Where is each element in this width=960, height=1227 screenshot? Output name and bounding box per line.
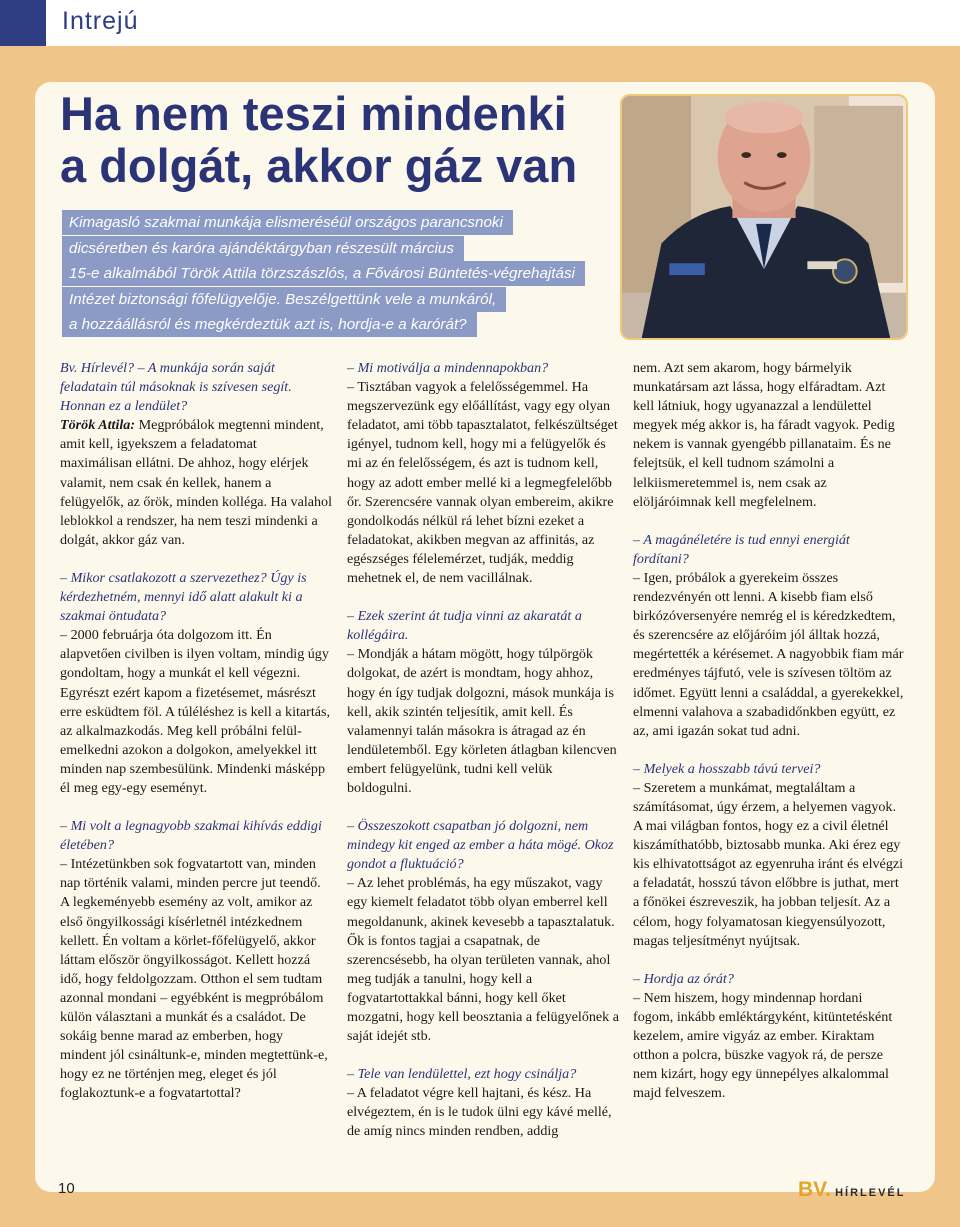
article-headline <box>60 88 620 192</box>
answer: – Igen, próbálok a gyerekeim összes rendezvényén ott lenni. A kisebb fiam első birkózóversenyére nemrég el is kéredzkedtem, és szerencsére az előjáróim jól álltak hozzá, megértették a kérésemet. A nagyobbik fiam már eredményes tájfutó, vele is szívesen töltöm az időmet. Együtt lenni a családdal, a gyerekekkel, elmenni valahova a szabadidőnkben együtt, ez az, ami igazán sokat tud adni. <box>633 569 904 739</box>
question: – Mikor csatlakozott a szervezethez? Úgy is kérdezhetném, mennyi idő alatt alakult ki a szakmai öntudata? <box>60 569 307 625</box>
brand-bv: BV. <box>798 1178 832 1201</box>
lead-line: Intézet biztonsági főfelügyelője. Beszélgettünk vele a munkáról, <box>62 287 506 312</box>
lead-line: dicséretben és karóra ajándéktárgyban részesült március <box>62 236 464 261</box>
article-column-2 <box>347 359 619 1142</box>
lead-line: a hozzáállásról és megkérdeztük azt is, hordja-e a karórát? <box>62 312 477 337</box>
question: – A magánéletére is tud ennyi energiát fordítani? <box>633 531 850 567</box>
article-column-1 <box>60 359 332 1103</box>
portrait-illustration <box>622 96 906 338</box>
question: – Ezek szerint át tudja vinni az akaratát a kollégáira. <box>347 608 582 644</box>
answer: – Intézetünkben sok fogvatartott van, minden nap történik valami, minden percre jut teendő. A legkeményebb esemény az volt, amikor az első öngyilkossági kísérletnél intézkednem kellett. Én voltam a körlet-főfelügyelő, akkor láttam először öngyilkosságot. Kellett hozzá idő, hogy feldolgozzam. Otthon el sem tudtam azonnal mondani – egyébként is megpróbálom külön választani a munkát és a családot. De sokáig benne marad az emberben, hogy mindent jól csináltunk-e, minden megtettünk-e, hogy ez ne történjen meg, eleget és jól foglakoztunk-e a fogvatartottal? <box>60 856 328 1102</box>
section-header <box>0 0 960 46</box>
question: – Mi motiválja a mindennapokban? <box>347 360 549 376</box>
brand-logo <box>798 1178 908 1208</box>
question: – Mi volt a legnagyobb szakmai kihívás eddigi életében? <box>60 818 322 854</box>
question: Bv. Hírlevél? – A munkája során saját feladatain túl másoknak is szívesen segít. Honnan ez a lendület? <box>60 360 292 415</box>
headline-line-1: Ha nem teszi mindenki <box>60 87 567 140</box>
article-column-3 <box>633 359 905 1103</box>
speaker-name: Török Attila: <box>60 417 136 434</box>
lead-line: Kimagasló szakmai munkája elismeréséül országos parancsnoki <box>62 210 513 235</box>
section-color-block <box>0 0 46 46</box>
lead-line: 15-e alkalmából Török Attila törzszászlós, a Fővárosi Büntetés-végrehajtási <box>62 261 585 286</box>
answer: – 2000 februárja óta dolgozom itt. Én alapvetően civilben is ilyen voltam, mindig úgy gondoltam, hogy a munkát el kell végezni. Egyrészt ezért kapom a fizetésemet, másrészt erre esküdtem föl. A túléléshez is kell a kitartás, az alkalmazkodás. Meg kell próbálni felül-emelkedni azokon a dolgokon, amelyekkel itt minden nap szembesülünk. Mindenki másképp él meg egy-egy eseményt. <box>60 627 331 796</box>
answer: – Az lehet problémás, ha egy műszakot, vagy egy kiemelt feladatot több olyan emberrel kell megoldanunk, akinek kevesebb a tapasztalatuk. Ők is fontos tagjai a csapatnak, de szerencsésebb, ha olyan területen vannak, ahol meg tudják a tanulni, hogy kell a fogvatartottakkal bánni, hogy kell őket mozgatni, hogy kell beosztania a felügyelőnek a saját idejét stb. <box>347 875 619 1045</box>
question: – Hordja az órát? <box>633 970 734 987</box>
article-lead <box>62 210 607 338</box>
question: – Tele van lendülettel, ezt hogy csinálja? <box>347 1066 577 1083</box>
answer: – Mondják a hátam mögött, hogy túlpörgök dolgokat, de azért is mondtam, hogy ahhoz, hogy én így tudjak dolgozni, mások munkája is kell, akik szintén teljesítik, amit kell. És valamennyi talán másokra is átragad az én lendületemből. Egy körleten átlagban kilencven embert felügyelünk, tudni kell velük boldogulni. <box>347 646 617 796</box>
section-label: Intrejú <box>62 7 139 35</box>
answer: – A feladatot végre kell hajtani, és kész. Ha elvégeztem, én is le tudok ülni egy kávé mellé, de amíg nincs minden rendben, addig <box>347 1085 612 1140</box>
answer: – Szeretem a munkámat, megtaláltam a számításomat, úgy érzem, a helyemen vagyok. A mai világban fontos, hogy ez a civil életnél kiszámíthatóbb, biztosabb munka. Aki érez egy kis elhivatottságot az egyenruha iránt és elvégzi a feladatát, hosszú távon előbbre is juthat, mert a főnökei észreveszik, ha jobban teljesít. Az a célom, hogy folyamatosan kiegyensúlyozott, magas teljesítményt nyújtsak. <box>633 779 904 949</box>
portrait-photo <box>620 94 908 340</box>
answer: – Nem hiszem, hogy mindennap hordani fogom, inkább emléktárgyként, kitüntetésként kezelem, amire vigyáz az ember. Kiraktam otthon a polcra, büszke vagyok rá, de persze nem kizárt, hogy egy ünnepélyes alkalommal majd felveszem. <box>633 989 893 1102</box>
answer-text: Megpróbálok megtenni mindent, amit kell, igyekszem a feladatomat maximálisan ellátni. De ahhoz, hogy elérjek valamit, nem csak én kellek, hanem a felügyelők, az őrök, minden kolléga. Ha valahol leblokkol a rendszer, ha nem teszi mindenki a dolgát, akkor gáz van. <box>60 417 332 548</box>
answer: nem. Azt sem akarom, hogy bármelyik munkatársam azt lássa, hogy elfáradtam. Azt kell látniuk, hogy ugyanazzal a lendülettel megyek még akkor is, ha fáradt vagyok. Pedig nekem is vannak gyengébb pillanataim. És ne felejtsük, el kell tudnom számolni a lelkiismeretemmel is, nem csak az elöljáróimnak kell megfelelnem. <box>633 360 895 510</box>
answer <box>60 416 332 550</box>
question: – Melyek a hosszabb távú tervei? <box>633 760 821 777</box>
brand-text: HÍRLEVÉL <box>835 1187 906 1199</box>
question: – Összeszokott csapatban jó dolgozni, nem mindegy kit enged az ember a háta mögé. Okoz gondot a fluktuáció? <box>347 818 614 873</box>
answer: – Tisztában vagyok a felelősségemmel. Ha megszervezünk egy előállítást, vagy egy olyan feladatot, ami több tapasztalatot, felkészültséget igényel, tudnom kell, hogy mi a felügyelők és mi az én felelősségem, és azt is tudnom kell, hogy az adott ember mellé ki a legmegfelelőbb őr. Szerencsére vannak olyan embereim, akikre gondolkodás nélkül rá lehet bízni ezeket a feladatokat, akikben megvan az affinitás, az egészséges félelemérzet, tudják, meddig mehetnek el, de nem vacillálnak. <box>347 379 618 587</box>
headline-line-2: a dolgát, akkor gáz van <box>60 139 578 192</box>
page-number: 10 <box>58 1180 75 1197</box>
